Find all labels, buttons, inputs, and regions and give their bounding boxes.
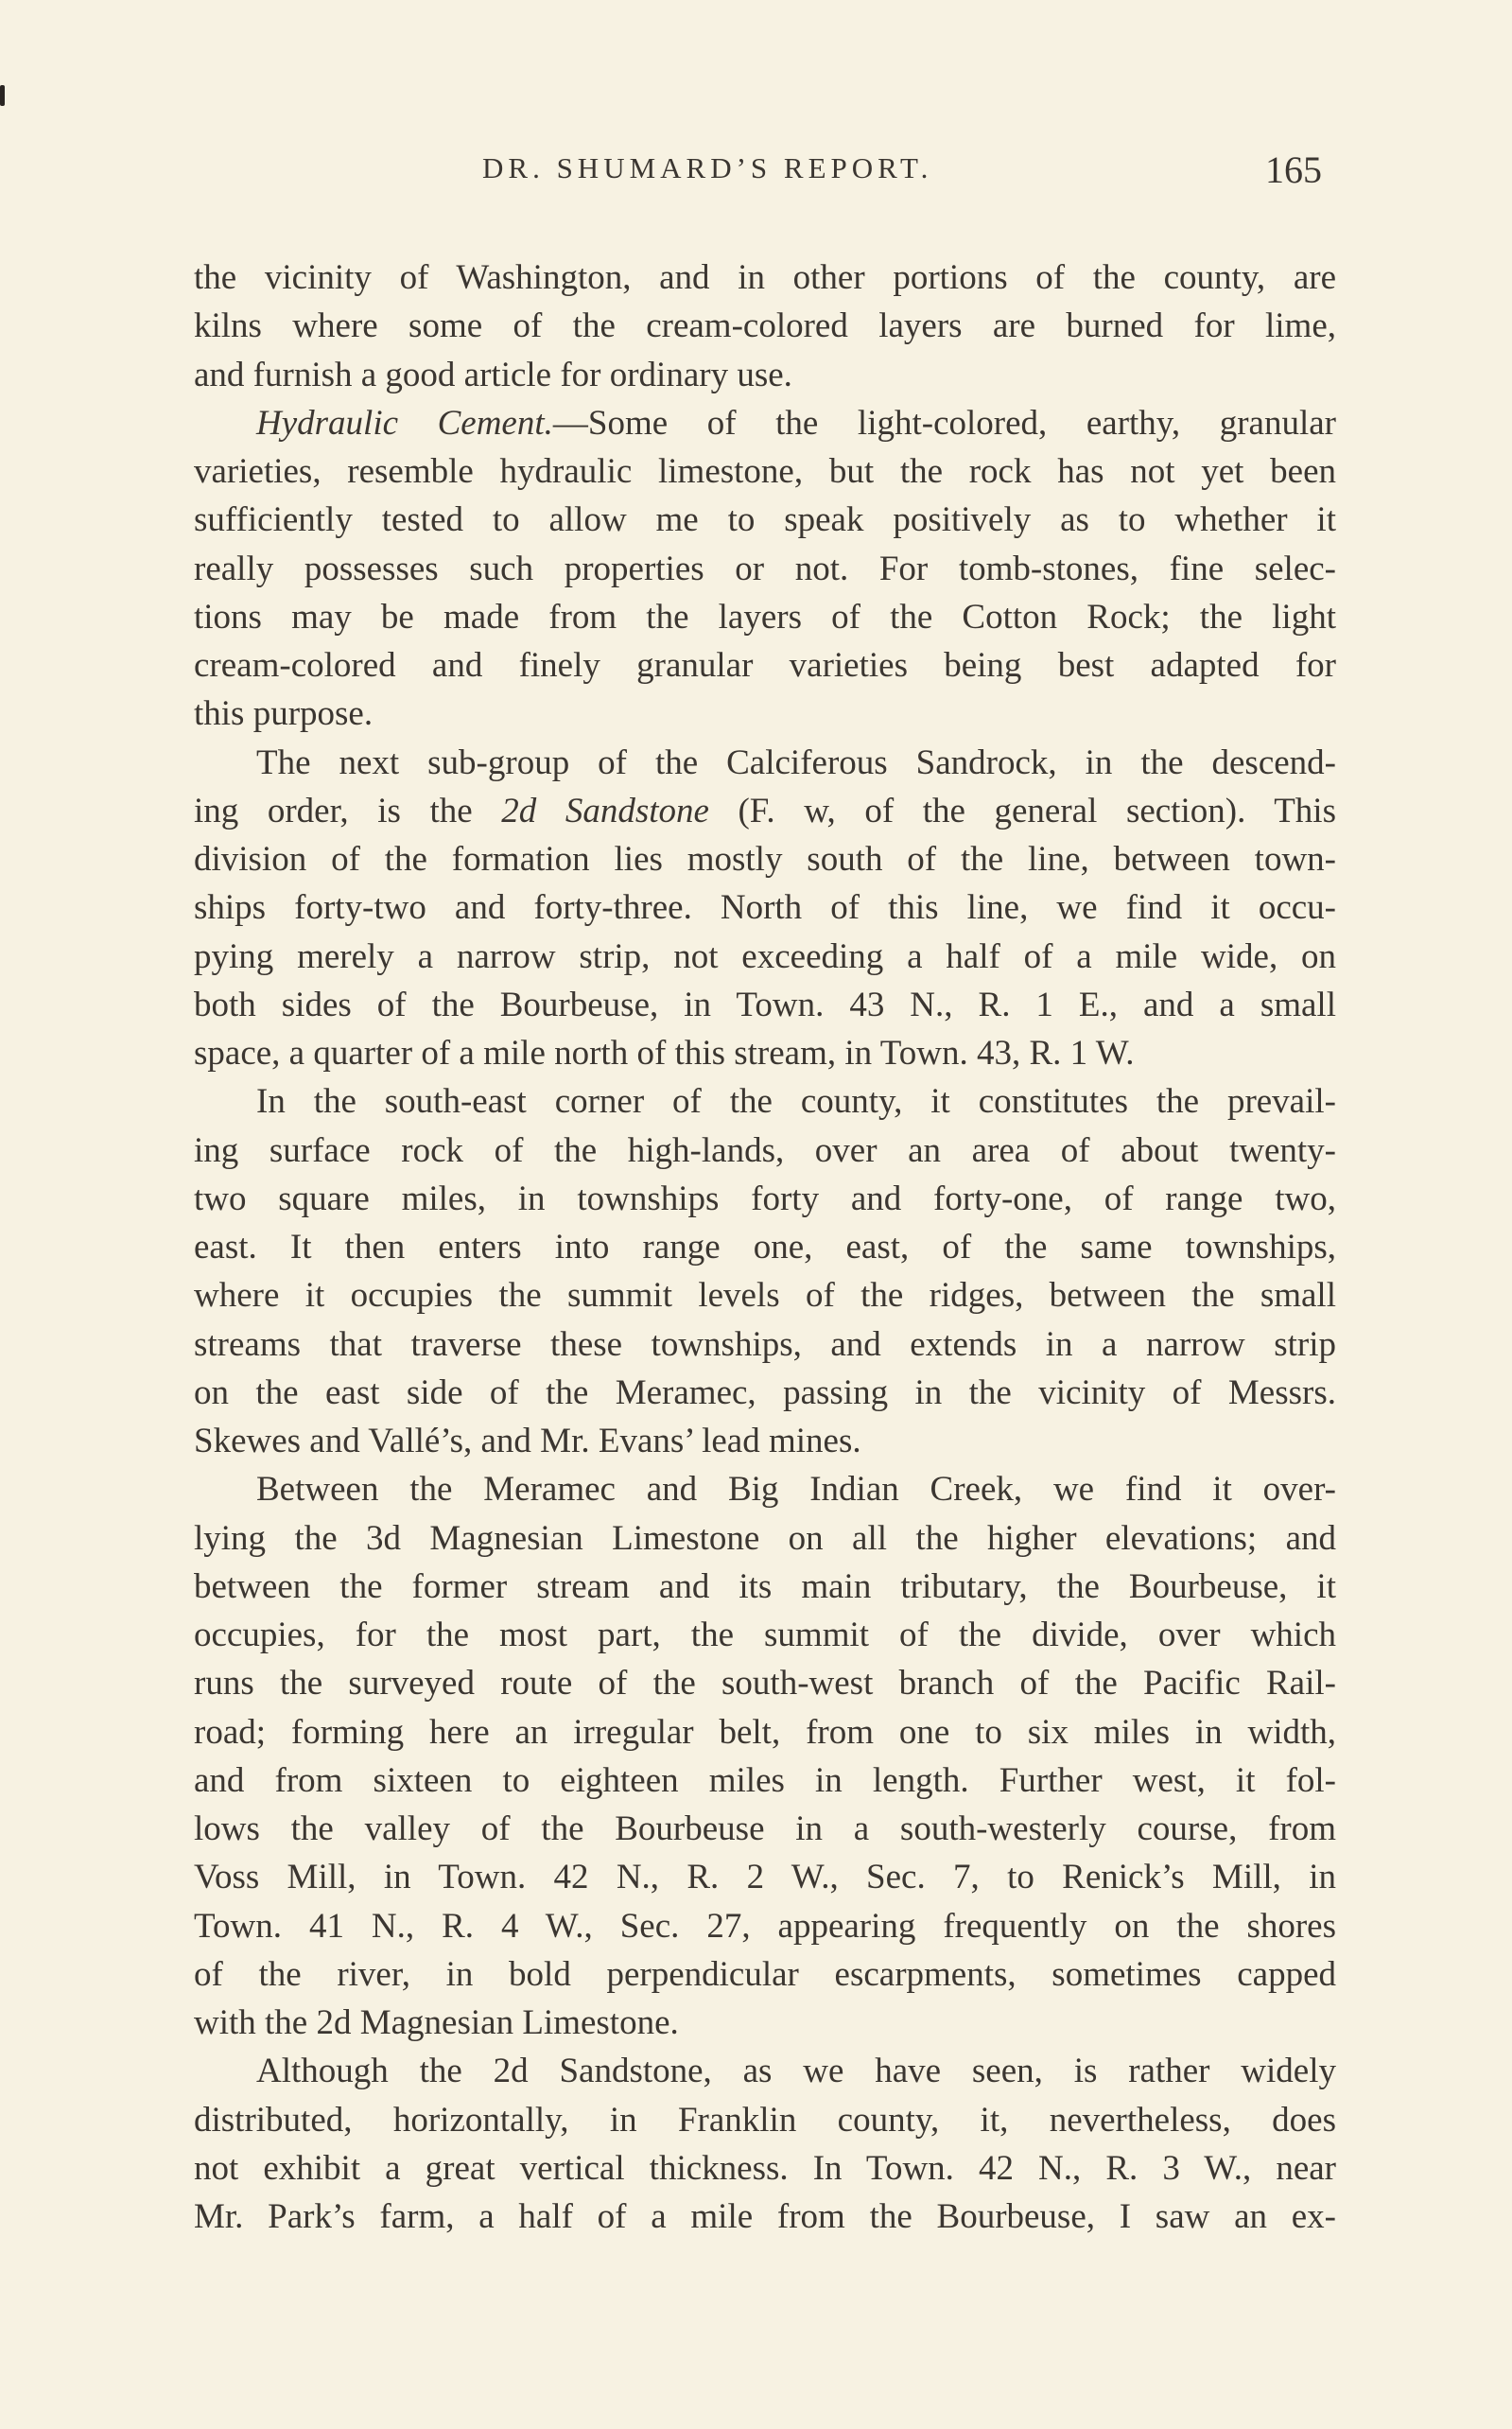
body-text (194, 253, 1336, 2241)
text-run: ing surface rock of the high-lands, over an area of about twenty- (194, 1130, 1336, 1170)
text-line (194, 1708, 1336, 1756)
text-line (194, 1029, 1336, 1077)
text-run: two square miles, in townships forty and forty-one, of range two, (194, 1179, 1336, 1218)
text-line (194, 545, 1336, 593)
text-run: not exhibit a great vertical thickness. In Town. 42 N., R. 3 W., near (194, 2148, 1336, 2188)
text-run: road; forming here an irregular belt, from one to six miles in width, (194, 1712, 1336, 1752)
text-line (194, 1853, 1336, 1901)
text-line (194, 2047, 1336, 2095)
text-line (194, 1271, 1336, 1319)
text-run: with the 2d Magnesian Limestone. (194, 2003, 679, 2042)
text-run: east. It then enters into range one, east, of the same townships, (194, 1228, 1336, 1267)
text-run: (F. w, of the general section). This (708, 791, 1336, 830)
text-line (194, 1320, 1336, 1369)
text-line (194, 835, 1336, 883)
text-run: this purpose. (194, 694, 374, 734)
text-run: really possesses such properties or not. For tomb-stones, fine selec- (194, 549, 1336, 588)
text-line (194, 1902, 1336, 1950)
text-run: Although the 2d Sandstone, as we have seen, is rather widely (256, 2052, 1336, 2091)
text-line (194, 883, 1336, 932)
text-line (194, 981, 1336, 1029)
text-line (194, 1999, 1336, 2047)
text-line (194, 787, 1336, 835)
text-run: streams that traverse these townships, and extends in a narrow strip (194, 1324, 1336, 1364)
text-line (194, 933, 1336, 981)
text-line (194, 496, 1336, 544)
text-line (194, 1756, 1336, 1805)
text-line (194, 2144, 1336, 2193)
text-line (194, 1223, 1336, 1271)
text-line (194, 593, 1336, 641)
text-line (194, 690, 1336, 738)
text-run: Mr. Park’s farm, a half of a mile from the Bourbeuse, I saw an ex- (194, 2197, 1336, 2236)
text-run: lying the 3d Magnesian Limestone on all the higher elevations; and (194, 1518, 1336, 1558)
text-run: on the east side of the Meramec, passing in the vicinity of Messrs. (194, 1372, 1336, 1412)
text-run: and from sixteen to eighteen miles in length. Further west, it fol- (194, 1760, 1336, 1800)
text-run: Skewes and Vallé’s, and Mr. Evans’ lead mines. (194, 1422, 861, 1460)
text-run: and furnish a good article for ordinary use. (194, 355, 792, 394)
text-run: ing order, is the (194, 791, 502, 830)
text-line (194, 302, 1336, 350)
text-line (194, 1465, 1336, 1513)
text-line (194, 641, 1336, 690)
text-run: varieties, resemble hydraulic limestone, but the rock has not yet been (194, 452, 1336, 491)
text-line (194, 1514, 1336, 1563)
text-line (194, 1659, 1336, 1707)
text-run: The next sub-group of the Calciferous Sandrock, in the descend- (256, 743, 1336, 782)
text-line (194, 2193, 1336, 2241)
text-line (194, 253, 1336, 302)
running-head-title: DR. SHUMARD’S REPORT. (482, 151, 933, 184)
running-head (0, 151, 1512, 199)
text-line (194, 1805, 1336, 1853)
text-line (194, 1127, 1336, 1175)
text-run: In the south-east corner of the county, it constitutes the prevail- (256, 1082, 1336, 1122)
text-run: runs the surveyed route of the south-west branch of the Pacific Rail- (194, 1664, 1336, 1704)
text-run: sufficiently tested to allow me to speak positively as to whether it (194, 500, 1336, 540)
text-run: both sides of the Bourbeuse, in Town. 43 N., R. 1 E., and a small (194, 985, 1336, 1024)
text-run: occupies, for the most part, the summit of the divide, over which (194, 1616, 1336, 1654)
text-line (194, 1950, 1336, 1999)
text-run: Voss Mill, in Town. 42 N., R. 2 W., Sec. 7, to Renick’s Mill, in (194, 1858, 1336, 1897)
text-run: where it occupies the summit levels of the ridges, between the small (194, 1276, 1336, 1316)
text-line (194, 1417, 1336, 1465)
text-run: tions may be made from the layers of the Cotton Rock; the light (194, 597, 1336, 637)
text-line (194, 351, 1336, 399)
text-line (194, 1175, 1336, 1223)
page-number: 165 (1265, 149, 1322, 191)
text-line (194, 399, 1336, 447)
text-run: ships forty-two and forty-three. North of this line, we find it occu- (194, 888, 1336, 928)
text-run: space, a quarter of a mile north of this stream, in Town. 43, R. 1 W. (194, 1034, 1135, 1073)
margin-mark (0, 85, 5, 106)
italic-term: 2d Sandstone (501, 791, 709, 830)
text-run: of the river, in bold perpendicular escarpments, sometimes capped (194, 1954, 1336, 1994)
text-line (194, 1563, 1336, 1611)
italic-term: Hydraulic Cement. (256, 403, 553, 443)
text-run: kilns where some of the cream-colored layers are burned for lime, (194, 306, 1336, 346)
text-run: Town. 41 N., R. 4 W., Sec. 27, appearing frequently on the shores (194, 1906, 1336, 1946)
text-run: pying merely a narrow strip, not exceeding a half of a mile wide, on (194, 936, 1336, 976)
text-line (194, 1369, 1336, 1417)
text-run: Between the Meramec and Big Indian Creek, we find it over- (256, 1470, 1336, 1510)
text-line (194, 1077, 1336, 1126)
text-run: cream-colored and finely granular varieties being best adapted for (194, 646, 1336, 685)
text-run: —Some of the light-colored, earthy, granular (552, 403, 1336, 443)
text-line (194, 739, 1336, 787)
text-line (194, 447, 1336, 496)
text-line (194, 1611, 1336, 1659)
text-run: lows the valley of the Bourbeuse in a south-westerly course, from (194, 1809, 1336, 1848)
text-line (194, 2096, 1336, 2144)
text-run: the vicinity of Washington, and in other portions of the county, are (194, 258, 1336, 297)
text-run: division of the formation lies mostly south of the line, between town- (194, 840, 1336, 879)
text-run: distributed, horizontally, in Franklin county, it, nevertheless, does (194, 2100, 1336, 2140)
text-run: between the former stream and its main tributary, the Bourbeuse, it (194, 1566, 1336, 1606)
